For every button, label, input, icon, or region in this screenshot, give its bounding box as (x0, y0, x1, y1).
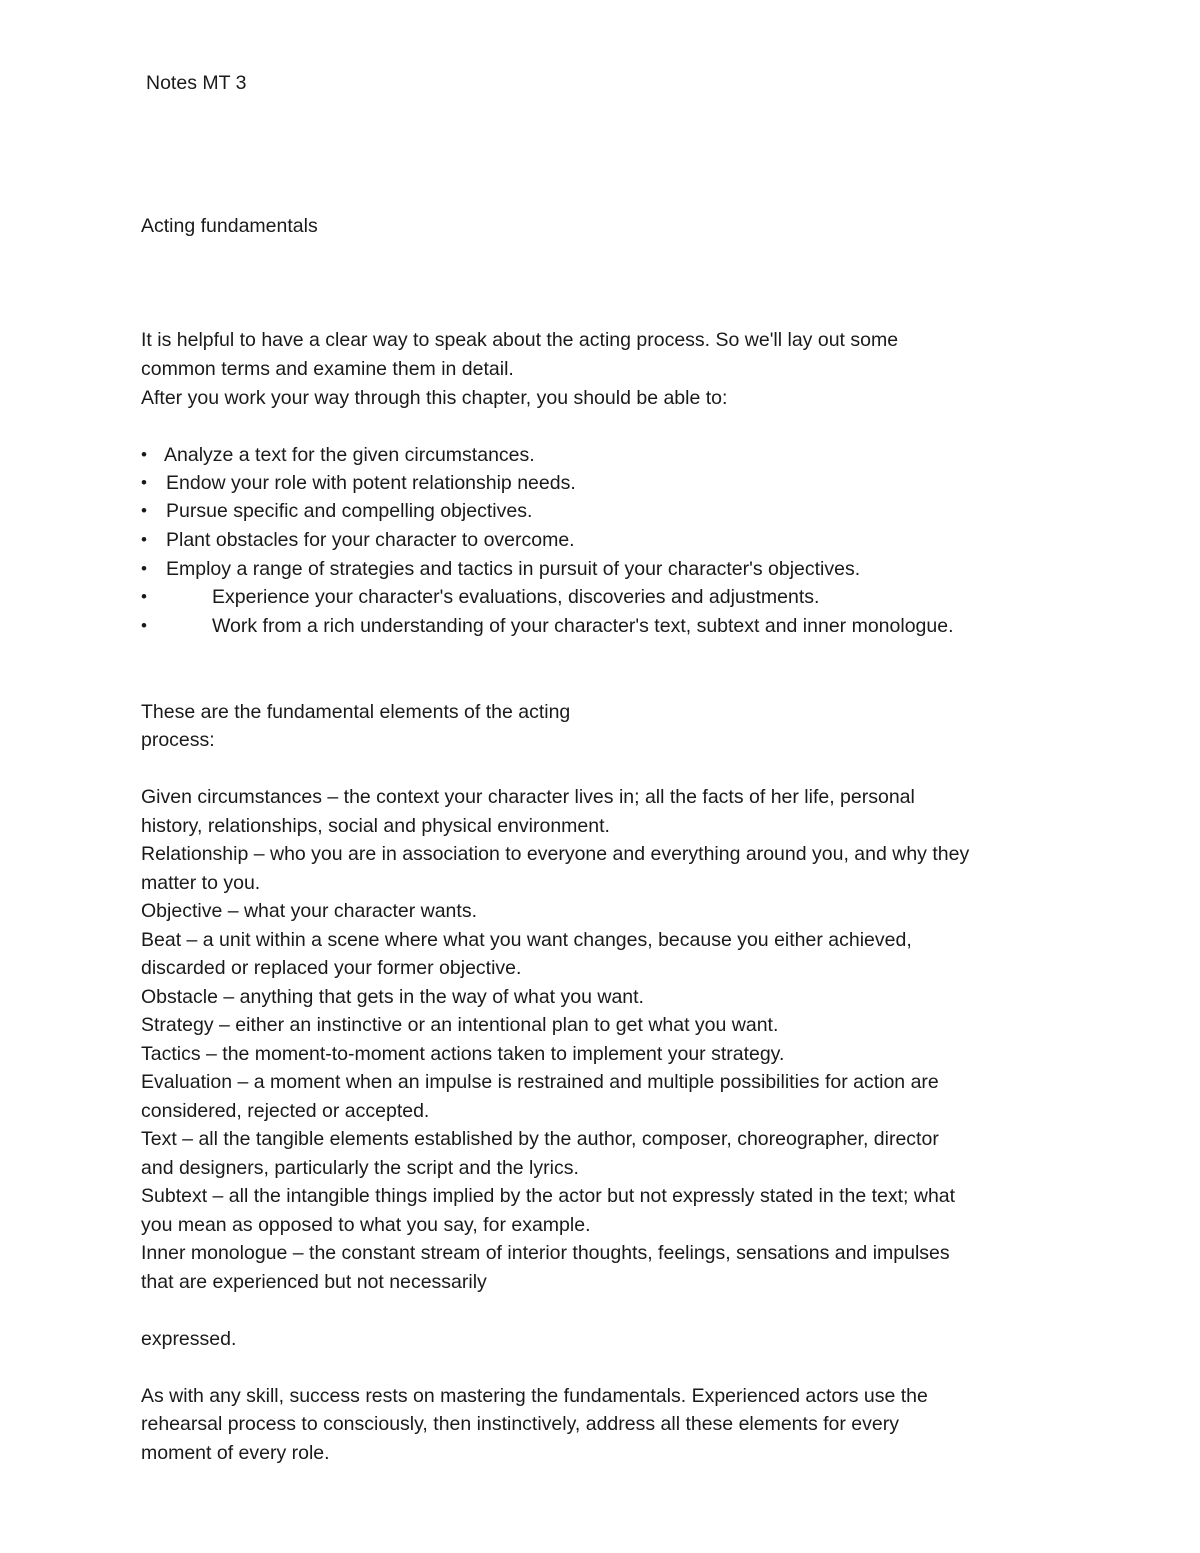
definition-line: Subtext – all the intangible things implied by the actor but not expressly stated in the text; what (141, 1185, 956, 1207)
definition-line: Inner monologue – the constant stream of interior thoughts, feelings, sensations and impulses (141, 1242, 950, 1264)
list-item-text: Analyze a text for the given circumstances. (164, 444, 535, 466)
definition-line: Evaluation – a moment when an impulse is restrained and multiple possibilities for action are (141, 1071, 939, 1093)
definition-continuation: expressed. (141, 1328, 237, 1350)
definition-line: Tactics – the moment-to-moment actions taken to implement your strategy. (141, 1043, 785, 1065)
paragraph-line: As with any skill, success rests on mastering the fundamentals. Experienced actors use the (141, 1385, 928, 1407)
definition-line: Objective – what your character wants. (141, 900, 477, 922)
definition-line: you mean as opposed to what you say, for example. (141, 1214, 591, 1236)
definition-line: Beat – a unit within a scene where what you want changes, because you either achieved, (141, 929, 912, 951)
list-item-text: Work from a rich understanding of your character's text, subtext and inner monologue. (212, 615, 954, 637)
definition-line: discarded or replaced your former objective. (141, 957, 522, 979)
list-item-text: Experience your character's evaluations, discoveries and adjustments. (212, 586, 820, 608)
intro-line: common terms and examine them in detail. (141, 358, 514, 380)
section-heading: Acting fundamentals (141, 215, 318, 237)
list-item-text: Endow your role with potent relationship needs. (166, 472, 576, 494)
definition-line: and designers, particularly the script and the lyrics. (141, 1157, 579, 1179)
bullet-icon: • (141, 587, 147, 606)
definition-line: Text – all the tangible elements established by the author, composer, choreographer, director (141, 1128, 939, 1150)
definition-line: Relationship – who you are in association to everyone and everything around you, and why they (141, 843, 970, 865)
document-header: Notes MT 3 (146, 72, 247, 94)
definition-line: Obstacle – anything that gets in the way of what you want. (141, 986, 644, 1008)
intro-line: After you work your way through this chapter, you should be able to: (141, 387, 728, 409)
definition-line: matter to you. (141, 872, 261, 894)
paragraph-line: process: (141, 729, 215, 751)
list-item-text: Employ a range of strategies and tactics in pursuit of your character's objectives. (166, 558, 861, 580)
definition-line: considered, rejected or accepted. (141, 1100, 430, 1122)
bullet-icon: • (141, 445, 147, 464)
bullet-icon: • (141, 616, 147, 635)
definition-line: that are experienced but not necessarily (141, 1271, 487, 1293)
bullet-icon: • (141, 530, 147, 549)
definition-line: Strategy – either an instinctive or an intentional plan to get what you want. (141, 1014, 779, 1036)
bullet-icon: • (141, 473, 147, 492)
list-item-text: Plant obstacles for your character to overcome. (166, 529, 575, 551)
definition-line: Given circumstances – the context your character lives in; all the facts of her life, personal (141, 786, 915, 808)
definition-line: history, relationships, social and physical environment. (141, 815, 610, 837)
paragraph-line: rehearsal process to consciously, then instinctively, address all these elements for every (141, 1413, 899, 1435)
paragraph-line: moment of every role. (141, 1442, 330, 1464)
bullet-icon: • (141, 501, 147, 520)
intro-line: It is helpful to have a clear way to speak about the acting process. So we'll lay out some (141, 329, 899, 351)
bullet-icon: • (141, 559, 147, 578)
list-item-text: Pursue specific and compelling objectives. (166, 500, 533, 522)
paragraph-line: These are the fundamental elements of the acting (141, 701, 571, 723)
